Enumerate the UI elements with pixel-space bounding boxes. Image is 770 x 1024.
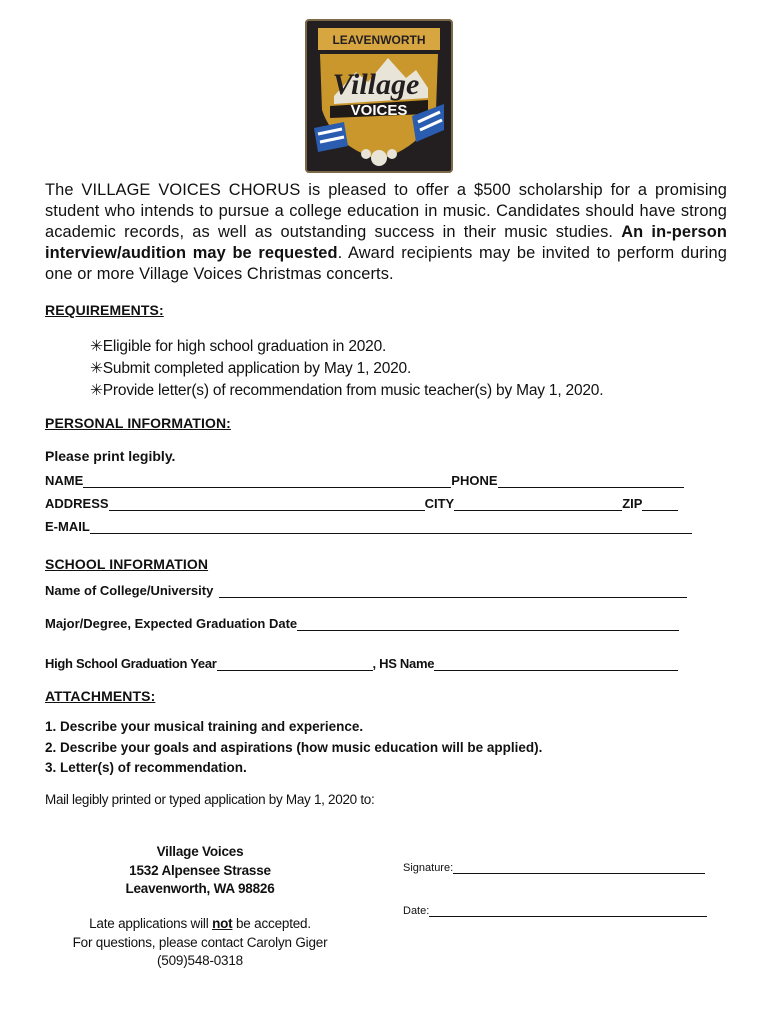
high-school-row xyxy=(45,656,678,671)
email-field[interactable] xyxy=(90,521,692,534)
not-emphasis: not xyxy=(212,916,233,931)
requirements-heading: REQUIREMENTS: xyxy=(45,302,164,318)
signature-row xyxy=(403,862,705,874)
intro-paragraph xyxy=(45,180,727,285)
date-field[interactable] xyxy=(429,906,707,917)
address-line: 1532 Alpensee Strasse xyxy=(129,862,271,878)
hs-name-label: , HS Name xyxy=(372,656,435,671)
requirement-item: ✳Eligible for high school graduation in 2020. xyxy=(90,338,387,355)
school-info-heading: SCHOOL INFORMATION xyxy=(45,556,209,572)
major-row xyxy=(45,616,679,631)
attachments-heading: ATTACHMENTS: xyxy=(45,688,156,704)
city-field[interactable] xyxy=(454,498,622,511)
asterisk-icon: ✳ xyxy=(90,360,103,377)
phone-label: PHONE xyxy=(451,473,498,488)
address-line: Village Voices xyxy=(156,844,244,859)
contact-phone: (509)548-0318 xyxy=(157,953,243,968)
college-field[interactable] xyxy=(219,585,687,598)
requirements-list xyxy=(90,336,603,402)
village-voices-logo xyxy=(304,18,454,174)
logo-graphic xyxy=(304,18,454,174)
logo-top-text: LEAVENWORTH xyxy=(332,33,426,47)
address-row xyxy=(45,496,678,511)
city-label: CITY xyxy=(424,496,455,511)
personal-info-heading: PERSONAL INFORMATION: xyxy=(45,415,231,431)
zip-label: ZIP xyxy=(622,496,643,511)
college-label: Name of College/University xyxy=(45,583,214,598)
contact-line: For questions, please contact Carolyn Giger xyxy=(72,934,328,950)
address-field[interactable] xyxy=(109,498,425,511)
logo-block-text: VOICES xyxy=(350,102,408,119)
name-field[interactable] xyxy=(83,475,451,488)
mailing-address xyxy=(80,843,320,899)
hs-year-label: High School Graduation Year xyxy=(45,656,217,671)
attachment-item: 1. Describe your musical training and experience. xyxy=(45,719,364,734)
hs-year-field[interactable] xyxy=(217,658,373,671)
print-legibly-instruction: Please print legibly. xyxy=(45,448,176,464)
late-applications-line: Late applications will not be accepted. xyxy=(89,916,311,931)
attachment-item: 3. Letter(s) of recommendation. xyxy=(45,760,247,775)
college-row xyxy=(45,583,687,598)
late-notice xyxy=(50,915,350,971)
intro-text-2: . Award recipients may be invited to perform during one or more Village Voices Christmas concerts. xyxy=(45,244,727,283)
zip-field[interactable] xyxy=(642,498,678,511)
major-label: Major/Degree, Expected Graduation Date xyxy=(45,616,298,631)
major-field[interactable] xyxy=(297,618,679,631)
signature-label: Signature: xyxy=(403,862,454,874)
intro-bold-text: An in-person interview/audition may be requested xyxy=(45,223,727,262)
mail-instruction: Mail legibly printed or typed application by May 1, 2020 to: xyxy=(45,792,375,807)
email-row xyxy=(45,519,692,534)
attachment-item: 2. Describe your goals and aspirations (how music education will be applied). xyxy=(45,739,543,755)
address-line: Leavenworth, WA 98826 xyxy=(125,881,275,896)
address-label: ADDRESS xyxy=(45,496,109,511)
phone-field[interactable] xyxy=(498,475,684,488)
date-label: Date: xyxy=(403,905,430,917)
hs-name-field[interactable] xyxy=(434,658,678,671)
asterisk-icon: ✳ xyxy=(90,382,103,399)
asterisk-icon: ✳ xyxy=(90,338,103,355)
date-row xyxy=(403,905,707,917)
name-phone-row xyxy=(45,473,684,488)
logo-script-text: Village xyxy=(332,68,420,101)
name-label: NAME xyxy=(45,473,84,488)
requirement-item: ✳Provide letter(s) of recommendation from music teacher(s) by May 1, 2020. xyxy=(90,382,604,399)
signature-field[interactable] xyxy=(453,863,705,874)
intro-text-1: The VILLAGE VOICES CHORUS is pleased to offer a $500 scholarship for a promising student who intends to pursue a college education in music. Candidates should have strong academic records, as well as outstanding success in their music studies. xyxy=(45,181,727,241)
attachments-list xyxy=(45,717,542,779)
requirement-item: ✳Submit completed application by May 1, 2020. xyxy=(90,360,412,377)
email-label: E-MAIL xyxy=(45,519,90,534)
